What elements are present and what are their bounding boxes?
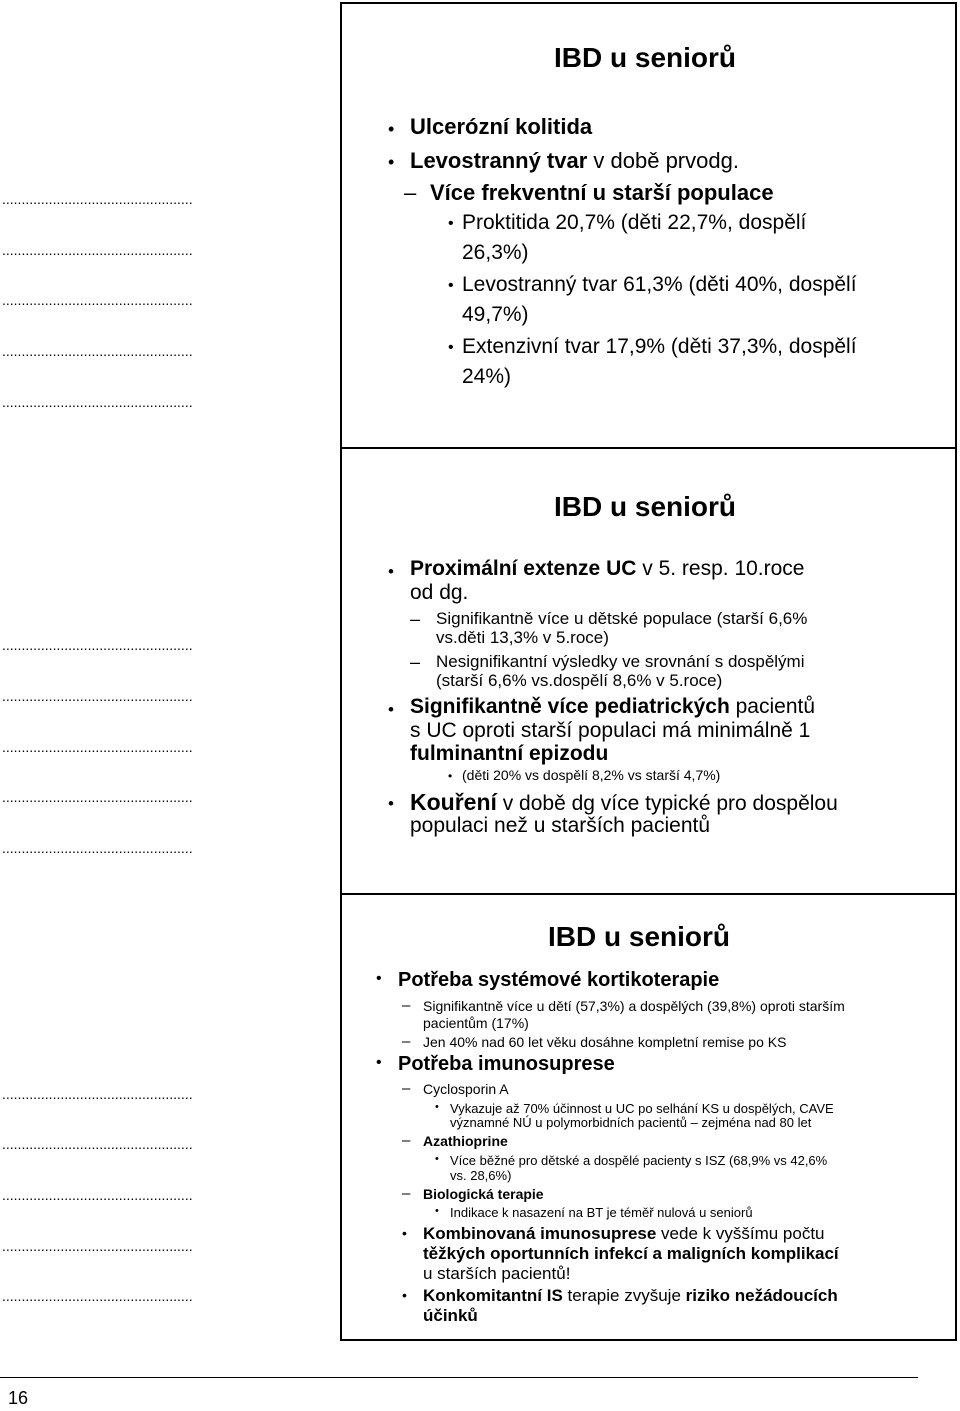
bullet-icon: • <box>376 970 382 987</box>
footer-rule <box>0 1377 918 1378</box>
slide2-sub2-b: (starší 6,6% vs.dospělí 8,6% v 5.roce) <box>436 671 723 690</box>
slide3-konkomitantni-b: účinků <box>423 1306 478 1325</box>
slide2-proximalni-2: od dg. <box>410 581 469 604</box>
notes-line: ................................................. <box>2 1136 193 1152</box>
slide3-konkomitantni-rest: terapie zvyšuje <box>562 1286 686 1305</box>
slide3-kombinovana-rest: vede k vyššímu počtu <box>656 1224 825 1243</box>
slide1-levostranny-2: 49,7%) <box>462 303 529 326</box>
slide3-kortikoterapie: Potřeba systémové kortikoterapie <box>398 969 720 991</box>
bullet-icon: • <box>376 1054 382 1071</box>
slide2-proximalni <box>410 557 805 581</box>
slide3-cyclosporin-a: Vykazuje až 70% účinnost u UC po selhání KS u dospělých, CAVE <box>450 1101 834 1116</box>
dash-icon: – <box>404 180 417 205</box>
notes-line: ................................................. <box>2 840 193 856</box>
slide3-kombinovana-c: u starších pacientů! <box>423 1264 571 1283</box>
slide2-signif-a <box>410 695 815 719</box>
bullet-icon: • <box>435 1101 439 1113</box>
slide2-signif-bold: Signifikantně více pediatrických <box>410 695 730 718</box>
slide-1 <box>340 2 957 449</box>
slide1-extenzivni-1: Extenzivní tvar 17,9% (děti 37,3%, dospělí <box>462 335 857 358</box>
bullet-icon: • <box>388 119 395 139</box>
slide1-proktitida-2: 26,3%) <box>462 241 529 264</box>
slide3-kombinovana-b: těžkých oportunních infekcí a maligních komplikací <box>423 1244 839 1263</box>
bullet-icon: • <box>388 700 394 719</box>
bullet-icon: • <box>435 1153 439 1165</box>
notes-line: ................................................. <box>2 394 193 410</box>
slide2-koureni-rest: v době dg více typické pro dospělou <box>496 792 838 815</box>
slide3-biologicka: Biologická terapie <box>423 1186 544 1202</box>
slide2-koureni-b: populaci než u starších pacientů <box>410 814 711 837</box>
notes-line: ................................................. <box>2 1187 193 1203</box>
page-number: 16 <box>8 1388 29 1408</box>
notes-line: ................................................. <box>2 1086 193 1102</box>
slide1-levostranny-bold: Levostranný tvar <box>410 148 588 173</box>
slide2-proximalni-rest: v 5. resp. 10.roce <box>636 557 805 580</box>
notes-line: ................................................. <box>2 242 193 258</box>
slide1-line-frekventni: Více frekventní u starší populace <box>430 180 774 205</box>
slide1-levostranny-rest: v době prvodg. <box>587 148 739 173</box>
dash-icon: – <box>410 652 421 672</box>
bullet-icon: • <box>402 1225 407 1241</box>
slide3-azathioprine-a: Více běžné pro dětské a dospělé pacienty s ISZ (68,9% vs 42,6% <box>450 1153 828 1168</box>
notes-line: ................................................. <box>2 789 193 805</box>
bullet-icon: • <box>448 769 453 783</box>
dash-icon: – <box>402 1132 411 1149</box>
slide2-sub1-a: Signifikantně více u dětské populace (starší 6,6% <box>436 609 808 628</box>
notes-line: ................................................. <box>2 292 193 308</box>
notes-line: ................................................. <box>2 1288 193 1304</box>
slide3-kombinovana-a <box>423 1224 825 1244</box>
slide2-signif-c: fulminantní epizodu <box>410 742 609 765</box>
slide2-signif-detail: (děti 20% vs dospělí 8,2% vs starší 4,7%) <box>462 767 721 783</box>
bullet-icon: • <box>448 339 454 356</box>
slide2-signif-rest: pacientů <box>729 695 816 718</box>
slide1-proktitida-1: Proktitida 20,7% (děti 22,7%, dospělí <box>462 211 807 234</box>
slide3-korti-sub1-a: Signifikantně více u dětí (57,3%) a dospělých (39,8%) oproti starším <box>423 998 845 1014</box>
bullet-icon: • <box>402 1287 407 1303</box>
bullet-icon: • <box>435 1205 439 1217</box>
notes-line: ................................................. <box>2 739 193 755</box>
slide3-kombinovana-bold: Kombinovaná imunosuprese <box>423 1224 657 1243</box>
slide3-konkomitantni-bold2: riziko nežádoucích <box>685 1286 838 1305</box>
slide3-korti-sub2: Jen 40% nad 60 let věku dosáhne kompletní remise po KS <box>423 1034 787 1050</box>
slide3-imunosuprese: Potřeba imunosuprese <box>398 1053 615 1075</box>
slide3-azathioprine-b: vs. 28,6%) <box>450 1168 512 1183</box>
slide2-koureni-a <box>410 789 838 816</box>
slide2-sub2-a: Nesignifikantní výsledky ve srovnání s dospělými <box>436 652 805 671</box>
slide2-koureni-bold: Kouření <box>410 789 497 815</box>
notes-line: ................................................. <box>2 1238 193 1254</box>
slide1-levostranny-1: Levostranný tvar 61,3% (děti 40%, dospělí <box>462 273 857 296</box>
slide3-konkomitantni-a <box>423 1286 838 1306</box>
slide2-sub1-b: vs.děti 13,3% v 5.roce) <box>436 628 609 647</box>
dash-icon: – <box>402 1185 411 1202</box>
notes-line: ................................................. <box>2 343 193 359</box>
slide2-signif-b: s UC oproti starší populaci má minimálně 1 <box>410 719 811 742</box>
slide-title: IBD u seniorů <box>548 921 731 952</box>
bullet-icon: • <box>448 215 454 232</box>
bullet-icon: • <box>448 277 454 294</box>
dash-icon: – <box>402 1033 411 1050</box>
dash-icon: – <box>402 1080 411 1097</box>
notes-line: ................................................. <box>2 688 193 704</box>
slide2-proximalni-bold: Proximální extenze UC <box>410 557 637 580</box>
slide3-konkomitantni-bold: Konkomitantní IS <box>423 1286 563 1305</box>
dash-icon: – <box>402 997 411 1014</box>
slide1-line-levostranny <box>410 148 739 174</box>
slide3-cyclosporin: Cyclosporin A <box>423 1081 509 1097</box>
slide3-biologicka-i: Indikace k nasazení na BT je téměř nulová u seniorů <box>450 1205 753 1220</box>
slide-3 <box>340 893 957 1341</box>
dash-icon: – <box>410 609 421 629</box>
slide3-korti-sub1-b: pacientům (17%) <box>423 1015 529 1031</box>
bullet-icon: • <box>388 152 395 172</box>
slide-2 <box>340 447 957 895</box>
bullet-icon: • <box>388 794 394 813</box>
slide3-cyclosporin-b: významné NÚ u polymorbidních pacientů – zejména nad 80 let <box>450 1115 812 1130</box>
slide1-extenzivni-2: 24%) <box>462 365 512 388</box>
notes-line: ................................................. <box>2 637 193 653</box>
bullet-icon: • <box>388 562 394 581</box>
notes-line: ................................................. <box>2 191 193 207</box>
slide-title: IBD u seniorů <box>554 42 737 73</box>
slide1-line-uc: Ulcerózní kolitida <box>410 114 593 139</box>
slide-title: IBD u seniorů <box>554 491 737 522</box>
slide3-azathioprine: Azathioprine <box>423 1133 508 1149</box>
